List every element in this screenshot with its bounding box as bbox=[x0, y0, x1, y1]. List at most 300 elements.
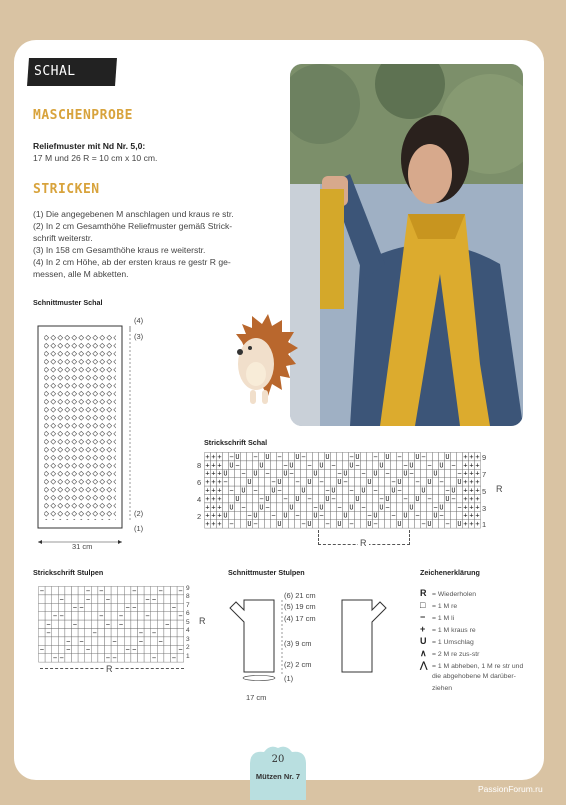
grid-cell bbox=[397, 511, 403, 519]
grid-cell bbox=[253, 461, 259, 469]
grid-cell bbox=[45, 654, 52, 662]
grid-symbol: U bbox=[241, 486, 246, 495]
grid-symbol: U bbox=[295, 452, 300, 461]
grid-symbol: + bbox=[469, 469, 474, 478]
grid-symbol: + bbox=[211, 503, 216, 512]
grid-symbol: − bbox=[79, 603, 84, 612]
grid-cell bbox=[52, 645, 59, 653]
grid-symbol: U bbox=[229, 461, 234, 470]
grid-cell bbox=[445, 503, 451, 511]
grid-cell bbox=[157, 629, 164, 637]
grid-cell bbox=[319, 486, 325, 494]
grid-cell bbox=[457, 511, 463, 519]
grid-symbol: U bbox=[289, 461, 294, 470]
grid-cell bbox=[78, 620, 85, 628]
grid-cell bbox=[451, 453, 457, 461]
grid-cell bbox=[39, 603, 46, 611]
scarf-repeat-right: R bbox=[496, 484, 503, 494]
grid-cell bbox=[301, 478, 307, 486]
grid-symbol: − bbox=[379, 494, 384, 503]
grid-symbol: + bbox=[463, 486, 468, 495]
grid-symbol: − bbox=[439, 478, 444, 487]
knitting-step: messen, alle M abketten. bbox=[33, 269, 129, 279]
grid-cell bbox=[343, 453, 349, 461]
grid-cell bbox=[253, 478, 259, 486]
grid-symbol: + bbox=[205, 494, 210, 503]
grid-symbol: − bbox=[445, 520, 450, 529]
grid-symbol: + bbox=[205, 511, 210, 520]
grid-cell bbox=[295, 520, 301, 528]
scarf-row-number-right: 1 bbox=[482, 520, 487, 529]
grid-cell bbox=[451, 511, 457, 519]
cuff-chart-title: Strickschrift Stulpen bbox=[33, 568, 104, 577]
grid-cell bbox=[45, 587, 52, 595]
grid-cell bbox=[319, 520, 325, 528]
grid-symbol: U bbox=[331, 486, 336, 495]
grid-symbol: + bbox=[463, 494, 468, 503]
grid-symbol: − bbox=[325, 520, 330, 529]
grid-cell bbox=[415, 520, 421, 528]
grid-cell bbox=[78, 645, 85, 653]
grid-cell bbox=[355, 503, 361, 511]
grid-symbol: + bbox=[211, 486, 216, 495]
grid-symbol: − bbox=[105, 654, 110, 663]
grid-cell bbox=[72, 637, 79, 645]
legend-item: R = Wiederholen bbox=[420, 588, 477, 598]
grid-cell bbox=[171, 587, 178, 595]
grid-cell bbox=[223, 503, 229, 511]
section-badge: SCHAL bbox=[27, 58, 117, 86]
grid-cell bbox=[283, 503, 289, 511]
grid-cell bbox=[361, 495, 367, 503]
grid-symbol: − bbox=[178, 586, 183, 595]
grid-symbol: − bbox=[229, 486, 234, 495]
knitting-step: (3) In 158 cm Gesamthöhe kraus re weiterstr. bbox=[33, 245, 206, 255]
grid-symbol: − bbox=[72, 603, 77, 612]
grid-cell bbox=[45, 612, 52, 620]
grid-symbol: + bbox=[463, 478, 468, 487]
grid-cell bbox=[373, 503, 379, 511]
grid-cell bbox=[52, 603, 59, 611]
knitting-step: schrift weiterstr. bbox=[33, 233, 93, 243]
grid-symbol: U bbox=[283, 469, 288, 478]
grid-cell bbox=[144, 629, 151, 637]
grid-cell bbox=[91, 645, 98, 653]
grid-cell bbox=[177, 603, 184, 611]
grid-symbol: U bbox=[277, 478, 282, 487]
grid-cell bbox=[138, 654, 145, 662]
cuff-row-number: 8 bbox=[186, 593, 190, 600]
grid-cell bbox=[403, 453, 409, 461]
grid-cell bbox=[229, 478, 235, 486]
grid-cell bbox=[343, 503, 349, 511]
grid-cell bbox=[361, 478, 367, 486]
grid-cell bbox=[58, 587, 65, 595]
grid-cell bbox=[379, 486, 385, 494]
grid-symbol: − bbox=[361, 469, 366, 478]
grid-symbol: U bbox=[373, 511, 378, 520]
grid-cell bbox=[289, 520, 295, 528]
gauge-heading: MASCHENPROBE bbox=[33, 108, 133, 123]
grid-symbol: U bbox=[283, 511, 288, 520]
grid-cell bbox=[397, 469, 403, 477]
grid-symbol: U bbox=[247, 478, 252, 487]
cuff-row-number: 6 bbox=[186, 610, 190, 617]
scarf-row-number-right: 7 bbox=[482, 470, 487, 479]
grid-cell bbox=[45, 603, 52, 611]
grid-cell bbox=[409, 511, 415, 519]
grid-cell bbox=[164, 595, 171, 603]
grid-cell bbox=[277, 503, 283, 511]
grid-symbol: − bbox=[367, 511, 372, 520]
grid-cell bbox=[39, 629, 46, 637]
grid-symbol: + bbox=[475, 503, 480, 512]
grid-symbol: − bbox=[85, 586, 91, 595]
grid-symbol: U bbox=[415, 452, 420, 461]
grid-symbol: − bbox=[235, 461, 240, 470]
grid-symbol: + bbox=[469, 452, 474, 461]
grid-cell bbox=[421, 461, 427, 469]
cuff-row-number: 2 bbox=[186, 644, 190, 651]
grid-symbol: + bbox=[463, 469, 468, 478]
grid-cell bbox=[98, 629, 105, 637]
grid-cell bbox=[72, 629, 79, 637]
grid-cell bbox=[39, 595, 46, 603]
grid-symbol: − bbox=[331, 494, 336, 503]
grid-cell bbox=[39, 654, 46, 662]
grid-cell bbox=[177, 654, 184, 662]
grid-cell bbox=[307, 469, 313, 477]
grid-symbol: − bbox=[301, 520, 306, 529]
grid-cell bbox=[171, 620, 178, 628]
grid-symbol: − bbox=[59, 612, 64, 621]
grid-symbol: U bbox=[433, 469, 438, 478]
grid-cell bbox=[235, 469, 241, 477]
grid-cell bbox=[259, 453, 265, 461]
grid-cell bbox=[277, 511, 283, 519]
grid-cell bbox=[277, 469, 283, 477]
grid-symbol: − bbox=[59, 654, 64, 663]
grid-cell bbox=[265, 461, 271, 469]
grid-cell bbox=[247, 486, 253, 494]
grid-symbol: − bbox=[385, 503, 390, 512]
grid-cell bbox=[307, 453, 313, 461]
grid-symbol: + bbox=[205, 452, 210, 461]
grid-symbol: U bbox=[355, 494, 360, 503]
grid-cell bbox=[131, 637, 138, 645]
grid-symbol: − bbox=[421, 520, 426, 529]
grid-cell bbox=[98, 620, 105, 628]
grid-symbol: − bbox=[277, 486, 282, 495]
cuff-schematic-title: Schnittmuster Stulpen bbox=[228, 568, 305, 577]
grid-cell bbox=[85, 629, 92, 637]
grid-symbol: U bbox=[409, 461, 414, 470]
scarf-row-number: 8 bbox=[197, 461, 202, 470]
grid-cell bbox=[409, 486, 415, 494]
grid-cell bbox=[223, 520, 229, 528]
grid-cell bbox=[85, 637, 92, 645]
grid-cell bbox=[164, 587, 171, 595]
grid-symbol: U bbox=[307, 478, 312, 487]
grid-cell bbox=[144, 645, 151, 653]
grid-cell bbox=[367, 453, 373, 461]
grid-cell bbox=[45, 595, 52, 603]
grid-cell bbox=[307, 486, 313, 494]
grid-cell bbox=[124, 595, 131, 603]
grid-symbol: U bbox=[415, 494, 420, 503]
grid-symbol: + bbox=[469, 486, 474, 495]
cuff-row-number: 7 bbox=[186, 602, 190, 609]
grid-symbol: − bbox=[145, 595, 150, 604]
grid-cell bbox=[319, 453, 325, 461]
grid-cell bbox=[397, 503, 403, 511]
legend-item: ziehen bbox=[432, 685, 453, 692]
grid-cell bbox=[295, 469, 301, 477]
grid-symbol: + bbox=[217, 486, 222, 495]
grid-symbol: + bbox=[211, 461, 216, 470]
grid-cell bbox=[105, 603, 112, 611]
grid-cell bbox=[271, 453, 277, 461]
grid-cell bbox=[457, 453, 463, 461]
grid-cell bbox=[385, 511, 391, 519]
grid-cell bbox=[138, 603, 145, 611]
grid-symbol: − bbox=[253, 486, 258, 495]
grid-symbol: U bbox=[337, 478, 342, 487]
grid-cell bbox=[105, 612, 112, 620]
grid-symbol: U bbox=[361, 486, 366, 495]
grid-cell bbox=[451, 503, 457, 511]
grid-symbol: U bbox=[325, 494, 330, 503]
grid-symbol: − bbox=[277, 452, 282, 461]
grid-symbol: − bbox=[403, 494, 408, 503]
grid-symbol: U bbox=[397, 520, 402, 529]
legend-item: ∧ = 2 M re zus-str bbox=[420, 648, 480, 658]
grid-cell bbox=[379, 478, 385, 486]
grid-symbol: U bbox=[289, 503, 294, 512]
knitting-step: (1) Die angegebenen M anschlagen und kraus re str. bbox=[33, 209, 234, 219]
grid-cell bbox=[85, 620, 92, 628]
grid-cell bbox=[355, 469, 361, 477]
grid-cell bbox=[98, 654, 105, 662]
grid-cell bbox=[144, 603, 151, 611]
grid-cell bbox=[379, 520, 385, 528]
grid-symbol: + bbox=[217, 503, 222, 512]
grid-cell bbox=[385, 461, 391, 469]
grid-cell bbox=[451, 520, 457, 528]
grid-cell bbox=[325, 461, 331, 469]
grid-symbol: − bbox=[451, 494, 456, 503]
grid-symbol: U bbox=[367, 520, 372, 529]
grid-symbol: − bbox=[265, 469, 270, 478]
grid-cell bbox=[98, 645, 105, 653]
grid-cell bbox=[259, 478, 265, 486]
grid-symbol: U bbox=[427, 478, 432, 487]
grid-symbol: − bbox=[99, 612, 104, 621]
grid-cell bbox=[235, 520, 241, 528]
grid-symbol: − bbox=[391, 511, 396, 520]
grid-cell bbox=[277, 461, 283, 469]
grid-cell bbox=[164, 645, 171, 653]
grid-symbol: − bbox=[118, 620, 124, 629]
gauge-text: 17 M und 26 R = 10 cm x 10 cm. bbox=[33, 153, 158, 163]
grid-symbol: + bbox=[217, 494, 222, 503]
grid-symbol: U bbox=[343, 469, 348, 478]
grid-cell bbox=[241, 495, 247, 503]
grid-symbol: − bbox=[223, 478, 228, 487]
grid-cell bbox=[151, 587, 158, 595]
grid-cell bbox=[223, 453, 229, 461]
grid-cell bbox=[325, 478, 331, 486]
grid-symbol: − bbox=[295, 511, 300, 520]
cuff-measure: (4) 17 cm bbox=[284, 614, 316, 623]
grid-cell bbox=[409, 495, 415, 503]
grid-cell bbox=[118, 603, 125, 611]
grid-cell bbox=[118, 654, 125, 662]
grid-symbol: − bbox=[283, 494, 288, 503]
grid-symbol: − bbox=[118, 612, 124, 621]
grid-symbol: − bbox=[247, 511, 252, 520]
grid-symbol: − bbox=[343, 478, 348, 487]
grid-cell bbox=[171, 612, 178, 620]
grid-symbol: + bbox=[475, 520, 480, 529]
grid-cell bbox=[45, 645, 52, 653]
grid-symbol: + bbox=[211, 452, 216, 461]
grid-cell bbox=[271, 495, 277, 503]
grid-cell bbox=[157, 645, 164, 653]
grid-cell bbox=[72, 612, 79, 620]
grid-cell bbox=[52, 620, 59, 628]
grid-symbol: − bbox=[39, 645, 44, 654]
grid-cell bbox=[52, 595, 59, 603]
grid-cell bbox=[451, 478, 457, 486]
grid-cell bbox=[421, 478, 427, 486]
grid-cell bbox=[118, 645, 125, 653]
grid-cell bbox=[457, 461, 463, 469]
grid-cell bbox=[241, 478, 247, 486]
grid-cell bbox=[391, 520, 397, 528]
grid-symbol: U bbox=[325, 452, 330, 461]
grid-cell bbox=[124, 612, 131, 620]
grid-symbol: U bbox=[271, 486, 276, 495]
grid-symbol: − bbox=[457, 503, 462, 512]
grid-cell bbox=[151, 603, 158, 611]
grid-symbol: − bbox=[271, 478, 276, 487]
grid-symbol: − bbox=[349, 452, 354, 461]
grid-cell bbox=[58, 603, 65, 611]
grid-cell bbox=[313, 453, 319, 461]
grid-cell bbox=[138, 612, 145, 620]
grid-cell bbox=[397, 461, 403, 469]
grid-cell bbox=[283, 478, 289, 486]
grid-symbol: U bbox=[457, 478, 462, 487]
grid-cell bbox=[301, 511, 307, 519]
grid-cell bbox=[259, 469, 265, 477]
grid-symbol: − bbox=[132, 645, 137, 654]
grid-cell bbox=[72, 595, 79, 603]
grid-cell bbox=[39, 620, 46, 628]
grid-cell bbox=[427, 453, 433, 461]
grid-cell bbox=[331, 503, 337, 511]
grid-cell bbox=[247, 461, 253, 469]
grid-symbol: + bbox=[463, 511, 468, 520]
grid-cell bbox=[144, 637, 151, 645]
grid-symbol: − bbox=[39, 586, 44, 595]
grid-symbol: + bbox=[475, 461, 480, 470]
grid-cell bbox=[78, 654, 85, 662]
grid-symbol: − bbox=[59, 595, 64, 604]
grid-cell bbox=[91, 603, 98, 611]
grid-symbol: + bbox=[211, 469, 216, 478]
grid-cell bbox=[349, 478, 355, 486]
grid-symbol: − bbox=[451, 461, 456, 470]
grid-cell bbox=[289, 511, 295, 519]
grid-cell bbox=[343, 495, 349, 503]
grid-cell bbox=[65, 629, 72, 637]
grid-cell bbox=[138, 587, 145, 595]
grid-cell bbox=[427, 503, 433, 511]
grid-cell bbox=[151, 637, 158, 645]
grid-cell bbox=[235, 486, 241, 494]
grid-cell bbox=[313, 495, 319, 503]
grid-cell bbox=[415, 469, 421, 477]
grid-cell bbox=[367, 469, 373, 477]
grid-cell bbox=[289, 453, 295, 461]
grid-symbol: U bbox=[259, 503, 264, 512]
grid-cell bbox=[259, 520, 265, 528]
grid-symbol: + bbox=[475, 478, 480, 487]
grid-symbol: U bbox=[265, 494, 270, 503]
grid-cell bbox=[391, 503, 397, 511]
grid-cell bbox=[157, 603, 164, 611]
cuff-width-label: 17 cm bbox=[246, 693, 267, 702]
grid-cell bbox=[65, 612, 72, 620]
grid-cell bbox=[289, 478, 295, 486]
grid-cell bbox=[78, 587, 85, 595]
grid-cell bbox=[105, 629, 112, 637]
grid-cell bbox=[331, 511, 337, 519]
grid-cell bbox=[151, 645, 158, 653]
grid-symbol: − bbox=[331, 461, 336, 470]
grid-cell bbox=[409, 478, 415, 486]
grid-cell bbox=[39, 637, 46, 645]
grid-cell bbox=[433, 478, 439, 486]
grid-cell bbox=[98, 595, 105, 603]
grid-cell bbox=[85, 612, 92, 620]
grid-cell bbox=[337, 453, 343, 461]
grid-cell bbox=[421, 495, 427, 503]
grid-cell bbox=[439, 469, 445, 477]
grid-cell bbox=[78, 612, 85, 620]
grid-symbol: U bbox=[319, 461, 324, 470]
grid-symbol: U bbox=[313, 511, 318, 520]
grid-symbol: U bbox=[247, 520, 252, 529]
grid-cell bbox=[319, 469, 325, 477]
grid-cell bbox=[124, 620, 131, 628]
grid-symbol: U bbox=[253, 469, 258, 478]
scarf-repeat-bottom: R bbox=[360, 538, 367, 548]
grid-symbol: − bbox=[349, 520, 354, 529]
grid-cell bbox=[144, 587, 151, 595]
grid-cell bbox=[157, 595, 164, 603]
grid-cell bbox=[325, 503, 331, 511]
grid-symbol: + bbox=[205, 469, 210, 478]
grid-cell bbox=[138, 595, 145, 603]
grid-cell bbox=[131, 629, 138, 637]
knitting-step: (4) In 2 cm Höhe, ab der ersten kraus re gestr R ge- bbox=[33, 257, 231, 267]
grid-symbol: − bbox=[397, 486, 402, 495]
scarf-row-number: 2 bbox=[197, 512, 202, 521]
grid-symbol: + bbox=[205, 503, 210, 512]
